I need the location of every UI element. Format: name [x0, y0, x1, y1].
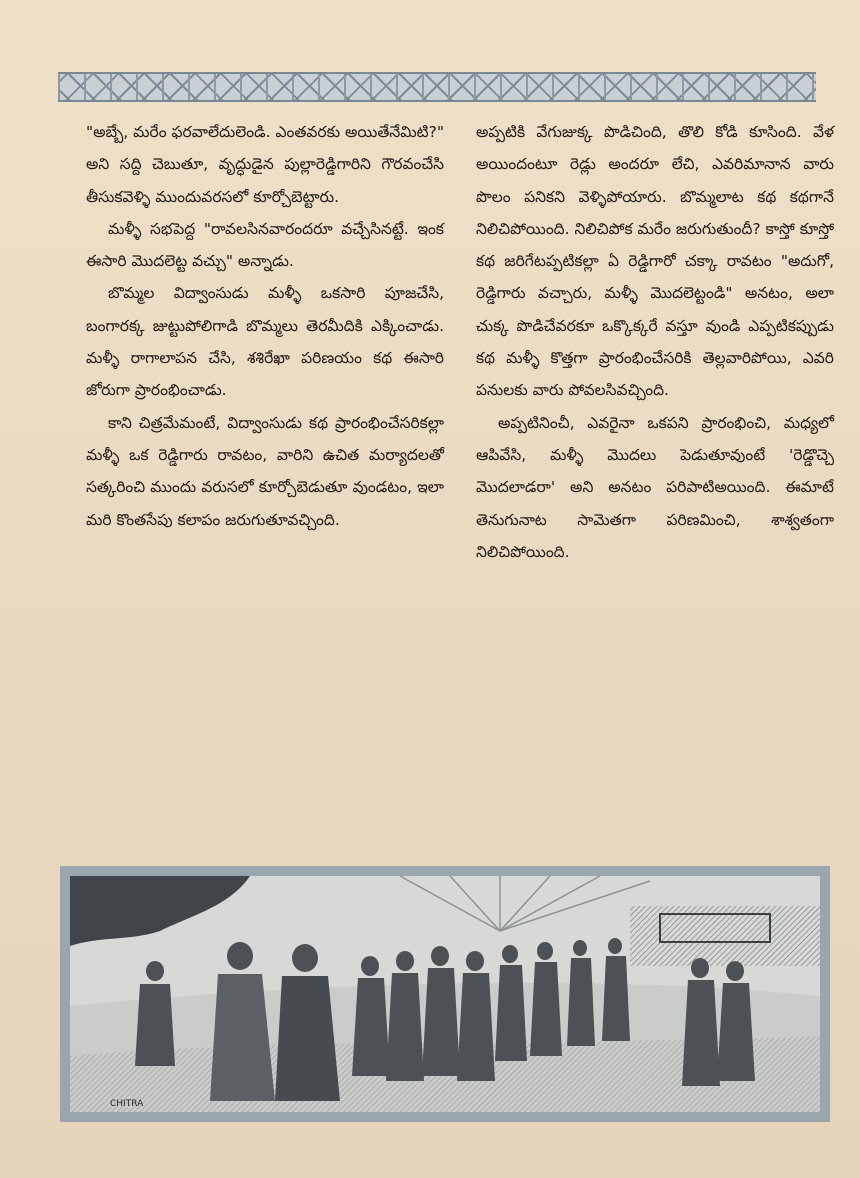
left-paragraph-3: బొమ్మల విద్వాంసుడు మళ్ళీ ఒకసారి పూజచేసి, బంగారక్క జుట్టుపోలిగాడి బొమ్మలు తెరమీదికి ఎక్కించాడు. మళ్ళీ రాగాలాపన చేసి, శశిరేఖా పరిణయం కథ ఈసారి జోరుగా ప్రారంభించాడు. — [86, 284, 444, 400]
left-paragraph-2: మళ్ళీ సభపెద్ద "రావలసినవారందరూ వచ్చేసినట్టే. ఇంక ఈసారి మొదలెట్ట వచ్చు" అన్నాడు. — [86, 219, 444, 271]
village-dawn-scene — [70, 876, 820, 1112]
right-text-column — [476, 116, 834, 568]
left-text-column — [86, 116, 444, 536]
right-paragraph-1: అప్పటికి వేగుజుక్క పొడిచింది, తొలి కోడి కూసింది. వేళ అయిందంటూ రెడ్లు అందరూ లేచి, ఎవరిమానాన వారు పొలం పనికని వెళ్ళిపోయారు. బొమ్మలాట కథ కథగానే నిలిచిపోయింది. నిలిచిపోక మరేం జరుగుతుందీ? కాస్తో కూస్తో కథ జరిగేటప్పటికల్లా ఏ రెడ్డిగారో చక్కా రావటం "అదుగో, రెడ్డిగారు వచ్చారు, మళ్ళీ మొదలెట్టండి" అనటం, అలా చుక్క పొడిచేవరకూ ఒక్కొక్కరే వస్తూ వుండి ఎప్పటికప్పుడు కథ మళ్ళీ కొత్తగా ప్రారంభించేసరికి తెల్లవారిపోయి, ఎవరి పనులకు వారు పోవలసివచ్చింది. — [476, 123, 834, 400]
illustrator-signature: CHITRA — [110, 1099, 144, 1109]
decorative-border-band — [58, 72, 816, 102]
left-paragraph-1: "అబ్బే, మరేం ఫరవాలేదులెండి. ఎంతవరకు అయితేనేమిటి?" అని సద్ది చెబుతూ, వృద్ధుడైన పుల్లారెడ్డిగారిని గౌరవంచేసి తీసుకవెళ్ళి ముందువరసలో కూర్చోబెట్టారు. — [86, 123, 444, 206]
story-illustration — [60, 866, 830, 1122]
left-paragraph-4: కాని చిత్రమేమంటే, విద్వాంసుడు కథ ప్రారంభించేసరికల్లా మళ్ళీ ఒక రెడ్డిగారు రావటం, వారిని ఉచిత మర్యాదలతో సత్కరించి ముందు వరుసలో కూర్చోబెడుతూ వుండటం, ఇలా మరి కొంతసేపు కలాపం జరుగుతూవచ్చింది. — [86, 413, 444, 529]
right-paragraph-2: అప్పటినించీ, ఎవరైనా ఒకపని ప్రారంభించి, మధ్యలో ఆపివేసి, మళ్ళీ మొదలు పెడుతూవుంటే 'రెడ్డొచ్చె మొదలాడరా' అని అనటం పరిపాటిఅయింది. ఈమాటే తెనుగునాట సామెతగా పరిణమించి, శాశ్వతంగా నిలిచిపోయింది. — [476, 413, 834, 561]
